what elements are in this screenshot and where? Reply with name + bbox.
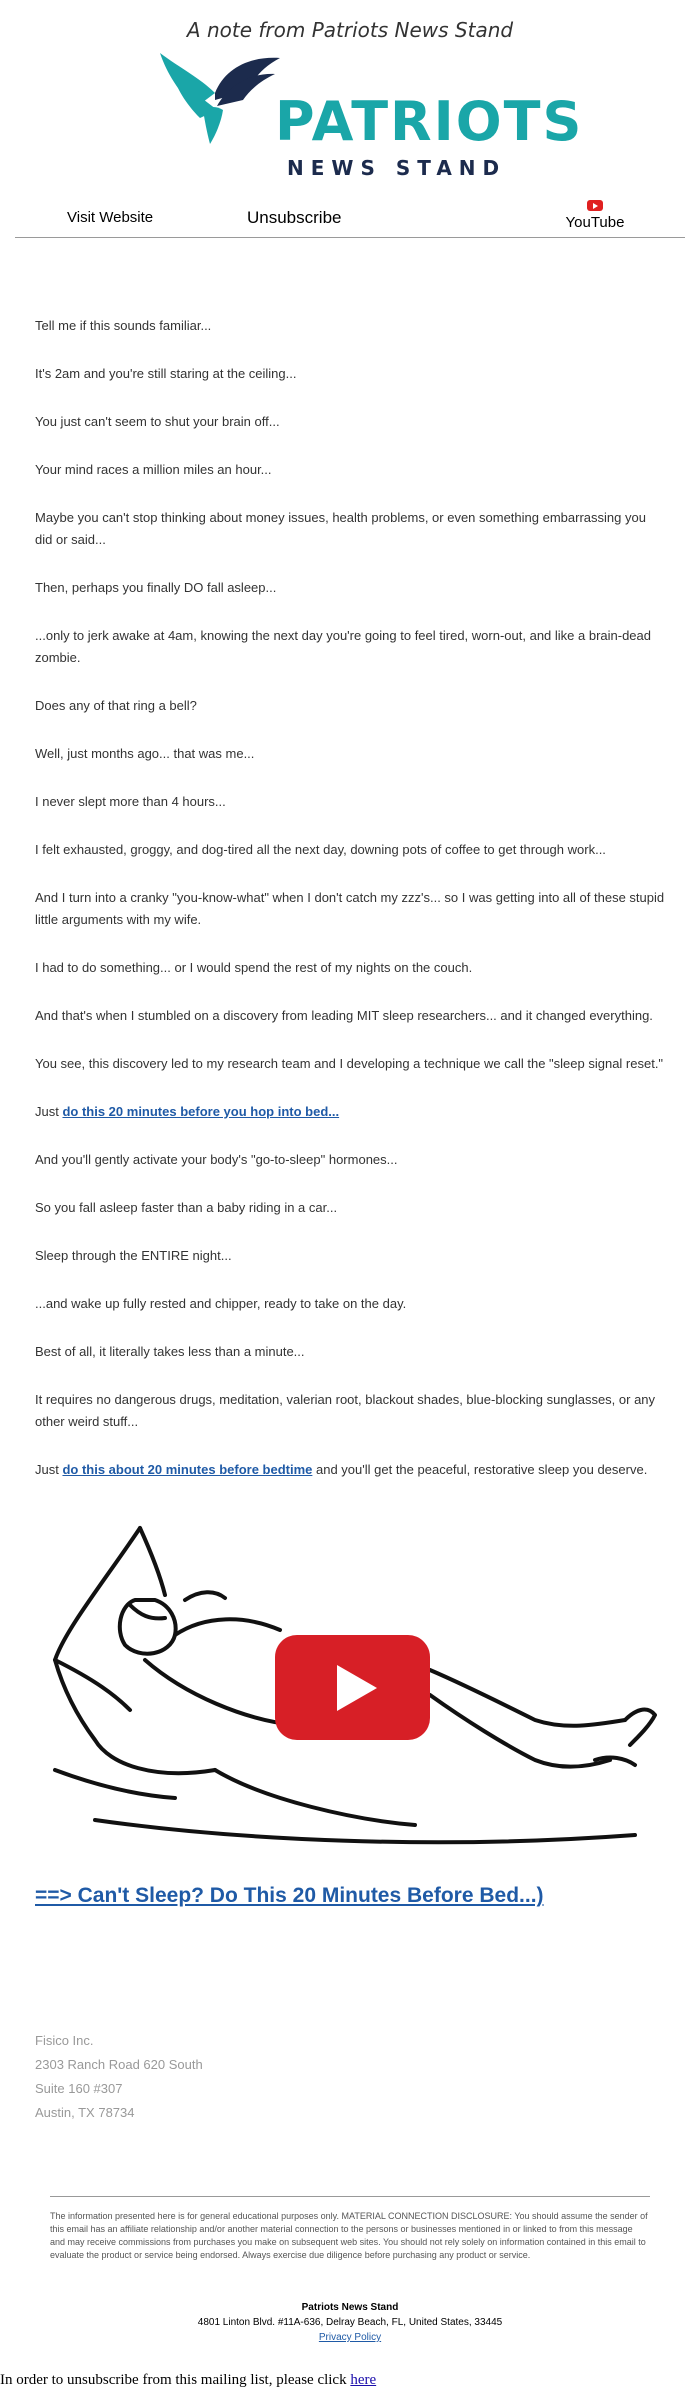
- body-paragraph: It requires no dangerous drugs, meditation, valerian root, blackout shades, blue-blocking sunglasses, or any other weird stuff...: [35, 1392, 656, 1429]
- body-paragraph: So you fall asleep faster than a baby riding in a car...: [35, 1200, 338, 1215]
- address-suite: Suite 160 #307: [35, 2081, 123, 2096]
- unsubscribe-text: In order to unsubscribe from this mailing list, please click: [0, 2372, 351, 2388]
- header-divider: [15, 237, 685, 238]
- bed-routine-link[interactable]: do this 20 minutes before you hop into bed...: [62, 1104, 340, 1119]
- video-thumbnail[interactable]: [35, 1520, 665, 1850]
- bedtime-link[interactable]: do this about 20 minutes before bedtime: [62, 1462, 313, 1477]
- logo-subtitle: NEWS STAND: [287, 156, 507, 180]
- play-button[interactable]: [275, 1635, 430, 1740]
- body-paragraph: Does any of that ring a bell?: [35, 698, 197, 713]
- youtube-icon: [587, 200, 603, 211]
- text-span: Just: [35, 1462, 63, 1477]
- address-city: Austin, TX 78734: [35, 2105, 135, 2120]
- body-paragraph: [35, 1459, 665, 1481]
- unsubscribe-link[interactable]: Unsubscribe: [247, 208, 342, 227]
- footer-name: Patriots News Stand: [301, 2302, 399, 2313]
- disclaimer-text: The information presented here is for general educational purposes only. MATERIAL CONNECTION DISCLOSURE: You should assume the sender of this email has an affiliate relationship and/or another material connection to the persons or businesses mentioned in or linked to from this message and may receive commissions from purchases you make on subsequent web sites. You should not rely solely on information contained in this email to evaluate the product or service being endorsed. Always exercise due diligence before purchasing any product or service.: [50, 2211, 648, 2260]
- body-paragraph: Tell me if this sounds familiar...: [35, 318, 212, 333]
- body-paragraph: And that's when I stumbled on a discovery from leading MIT sleep researchers... and it changed everything.: [35, 1008, 653, 1023]
- body-paragraph: And I turn into a cranky "you-know-what" when I don't catch my zzz's... so I was getting into all of these stupid little arguments with my wife.: [35, 890, 665, 927]
- visit-website-link[interactable]: Visit Website: [67, 209, 154, 226]
- body-paragraph: And you'll gently activate your body's "go-to-sleep" hormones...: [35, 1152, 398, 1167]
- cta-link[interactable]: ==> Can't Sleep? Do This 20 Minutes Before Bed...): [35, 1884, 544, 1907]
- eagle-logo-icon: [155, 48, 285, 148]
- body-paragraph: Best of all, it literally takes less than a minute...: [35, 1344, 305, 1359]
- body-paragraph: I had to do something... or I would spend the rest of my nights on the couch.: [35, 960, 473, 975]
- body-paragraph: I never slept more than 4 hours...: [35, 794, 226, 809]
- text-span: and you'll get the peaceful, restorative sleep you deserve.: [312, 1462, 648, 1477]
- unsubscribe-footer: [0, 2372, 376, 2389]
- body-paragraph: I felt exhausted, groggy, and dog-tired all the next day, downing pots of coffee to get through work...: [35, 842, 606, 857]
- youtube-label: YouTube: [565, 214, 625, 231]
- body-paragraph: Well, just months ago... that was me...: [35, 746, 255, 761]
- unsubscribe-here-link[interactable]: here: [350, 2372, 377, 2388]
- body-paragraph: You just can't seem to shut your brain off...: [35, 414, 280, 429]
- logo-wordmark: PATRIOTS: [275, 90, 584, 153]
- footer: [0, 2300, 700, 2345]
- patriots-logo[interactable]: [155, 48, 584, 188]
- body-paragraph: [35, 1101, 665, 1123]
- privacy-policy-link[interactable]: Privacy Policy: [318, 2332, 382, 2343]
- body-paragraph: Then, perhaps you finally DO fall asleep...: [35, 580, 277, 595]
- youtube-link[interactable]: [560, 200, 630, 231]
- body-paragraph: Maybe you can't stop thinking about money issues, health problems, or even something embarrassing you did or said...: [35, 510, 646, 547]
- header-note: A note from Patriots News Stand: [186, 18, 514, 42]
- body-paragraph: Sleep through the ENTIRE night...: [35, 1248, 232, 1263]
- text-span: Just: [35, 1104, 63, 1119]
- body-paragraph: Your mind races a million miles an hour...: [35, 462, 272, 477]
- body-paragraph: ...and wake up fully rested and chipper, ready to take on the day.: [35, 1296, 407, 1311]
- body-paragraph: It's 2am and you're still staring at the ceiling...: [35, 366, 297, 381]
- top-nav: [15, 200, 685, 240]
- body-paragraph: You see, this discovery led to my research team and I developing a technique we call the "sleep signal reset.": [35, 1056, 664, 1071]
- address-street: 2303 Ranch Road 620 South: [35, 2057, 203, 2072]
- footer-address: 4801 Linton Blvd. #11A-636, Delray Beach, FL, United States, 33445: [197, 2317, 503, 2328]
- footer-divider: [50, 2196, 650, 2197]
- address-company: Fisico Inc.: [35, 2033, 94, 2048]
- body-paragraph: ...only to jerk awake at 4am, knowing the next day you're going to feel tired, worn-out, and like a brain-dead zombie.: [35, 628, 652, 665]
- email-body: [35, 315, 665, 1507]
- sender-address: [35, 2029, 203, 2125]
